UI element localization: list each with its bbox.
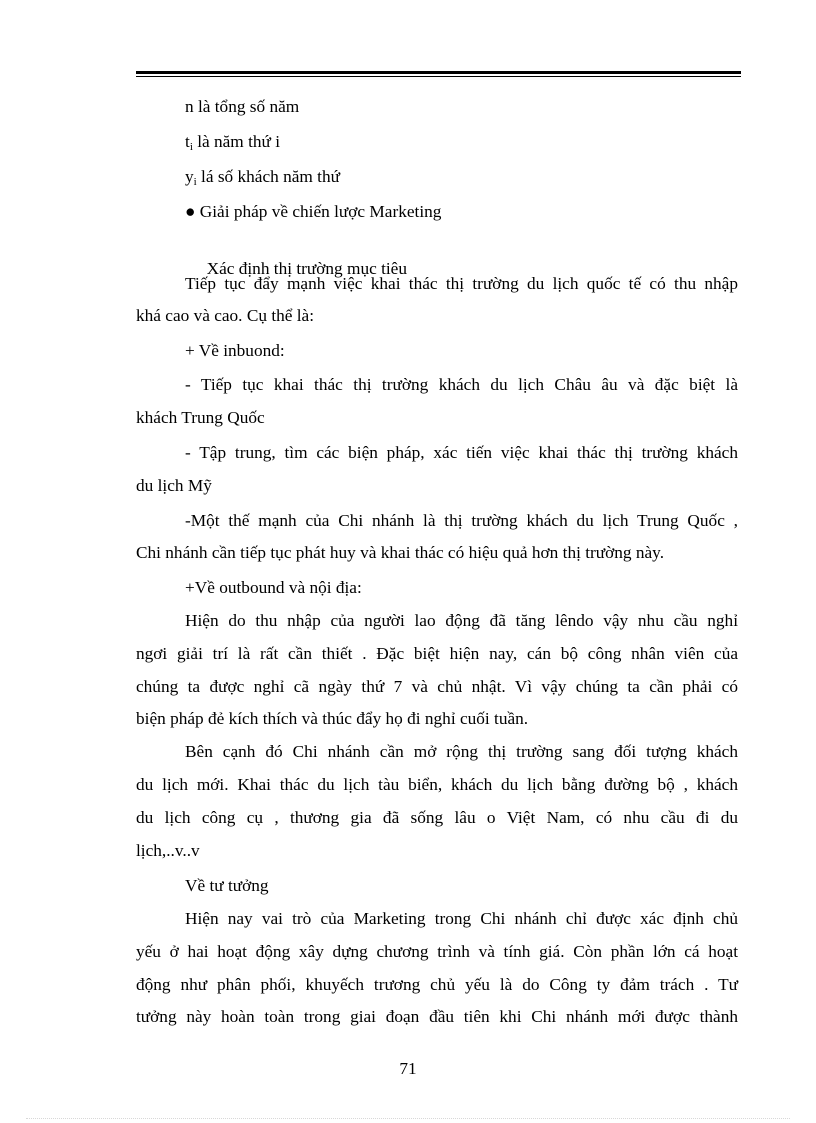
subheading [185,577,738,599]
paragraph-line [136,1006,738,1028]
paragraph-line [185,741,738,763]
paragraph-line [136,708,738,730]
line-text: du lịch công cụ , thương gia đã sống lâu o Việt Nam, có nhu cầu đi du [136,808,738,827]
paragraph-line [136,475,738,497]
line-text: lá số khách năm thứ [201,167,340,186]
paragraph-line [185,610,738,632]
text-line [185,131,738,153]
paragraph-line [185,510,738,532]
subheading [185,340,738,362]
paragraph-line [136,676,738,698]
line-text: du lịch Mỹ [136,476,212,495]
symbol-t: t [185,132,190,151]
line-text: động như phân phối, khuyếch trương chủ yếu là do Công ty đảm trách . Tư [136,975,738,994]
line-text: +Về outbound và nội địa: [185,578,362,597]
paragraph-line [136,840,738,862]
line-text: là năm thứ i [197,132,280,151]
line-text: ● Giải pháp về chiến lược Marketing [185,202,442,221]
paragraph-line [185,908,738,930]
header-double-rule [136,71,741,77]
line-text: Hiện do thu nhập của người lao động đã tăng lêndo vậy nhu cầu nghỉ [185,611,738,630]
line-text: -Một thế mạnh của Chi nhánh là thị trường khách du lịch Trung Quốc , [185,511,738,530]
line-text: Về tư tưởng [185,876,269,895]
text-line [185,96,738,118]
line-text: lịch,..v..v [136,841,200,860]
line-text: khách Trung Quốc [136,408,265,427]
paragraph-line [136,407,738,429]
paragraph-line [185,442,738,464]
line-text: Xác định thị trường mục tiêu [202,259,407,278]
bullet-heading [185,201,738,223]
line-text: chúng ta được nghỉ cã ngày thứ 7 và chủ nhật. Vì vậy chúng ta cần phải có [136,677,738,696]
page-bottom-dotted-border [26,1118,790,1119]
line-text: Bên cạnh đó Chi nhánh cần mở rộng thị trường sang đối tượng khách [185,742,738,761]
line-text: - Tập trung, tìm các biện pháp, xác tiến việc khai thác thị trường khách [185,443,738,462]
line-text: - Tiếp tục khai thác thị trường khách du lịch Châu âu và đặc biệt là [185,375,738,394]
paragraph-line [185,374,738,396]
page-number: 71 [399,1059,417,1078]
line-text: Tiếp tục đẩy mạnh việc khai thác thị trường du lịch quốc tế có thu nhập [185,274,738,293]
paragraph-line [136,643,738,665]
symbol-y-subscript: i [193,176,197,188]
line-text: du lịch mới. Khai thác du lịch tàu biển, khách du lịch bằng đường bộ , khách [136,775,738,794]
symbol-y: y [185,167,194,186]
paragraph-line [136,941,738,963]
line-text: Hiện nay vai trò của Marketing trong Chi nhánh chỉ được xác định chủ [185,909,738,928]
paragraph-line [136,774,738,796]
paragraph-line [136,807,738,829]
paragraph-line [136,542,738,564]
line-text: khá cao và cao. Cụ thể là: [136,306,315,325]
line-text: Chi nhánh cần tiếp tục phát huy và khai thác có hiệu quả hơn thị trường này. [136,543,665,562]
text-line [185,166,738,188]
line-text: biện pháp đẻ kích thích và thúc đẩy họ đi nghỉ cuối tuần. [136,709,529,728]
line-text: yếu ở hai hoạt động xây dựng chương trình và tính giá. Còn phần lớn cá hoạt [136,942,738,961]
paragraph-line [136,305,738,327]
paragraph-line [136,974,738,996]
symbol-t-subscript: i [189,141,193,153]
line-text: ngơi giải trí là rất cần thiết . Đặc biệt hiện nay, cán bộ công nhân viên của [136,644,738,663]
line-text: tưởng này hoàn toàn trong giai đoạn đầu tiên khi Chi nhánh mới được thành [136,1007,738,1026]
paragraph-line [185,273,738,295]
line-text: n là tổng số năm [185,97,300,116]
line-text: + Về inbuond: [185,341,285,360]
section-heading [185,875,738,897]
